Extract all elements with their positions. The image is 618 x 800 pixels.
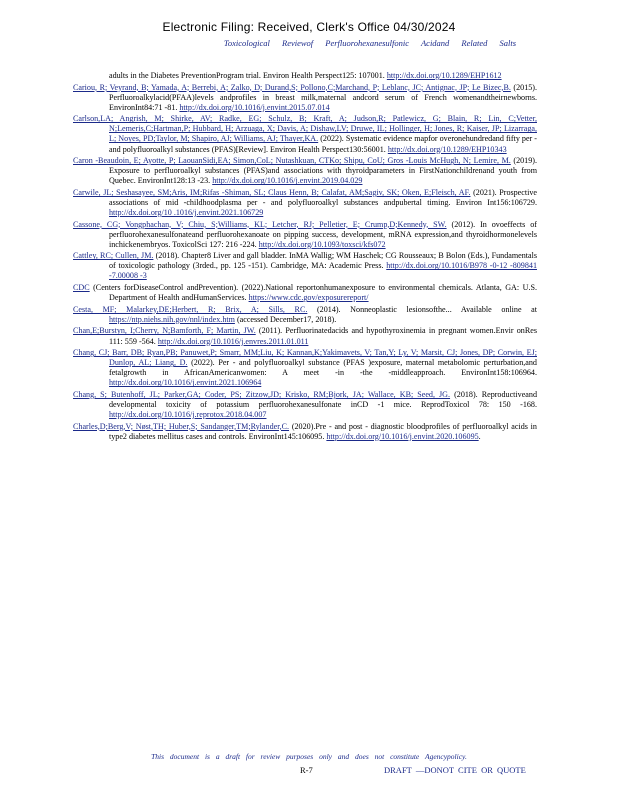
reference-entry: Cassone, CG; Vongphachan, V; Chiu, S;Williams, KL; Letcher, RJ; Pelletier, E; Crump,D;Kennedy, SW. (2012). In ovoeffects of perfluorohexanesulfonateand perfluorohexanoate on pipping success, development, mRNA expression,and thyroidhormonelevels inchickenembryos. ToxicolSci 127: 216 -224. http://dx.doi.org/10.1093/toxsci/kfs072 <box>73 219 537 249</box>
doi-link[interactable]: http://dx.doi.org/10.1016/j.reprotox.2018.04.007 <box>109 410 267 420</box>
doi-link[interactable]: http://dx.doi.org/10.1093/toxsci/kfs072 <box>258 239 386 249</box>
doi-link[interactable]: http://dx.doi.org/10.1289/EHP1612 <box>386 71 502 80</box>
reference-entry: Cariou, R; Veyrand, B; Yamada, A; Berrebi, A; Zalko, D; Durand,S; Pollono,C;Marchand, P; Leblanc, JC; Antignac, JP; Le Bizec,B. (2015). Perfluoroalkylacid(PFAA)levels andprofiles in breast milk,maternal andcord serum of French womenandtheirnewborns. EnvironInt84:71 -81. http://dx.doi.org/10.1016/j.envint.2015.07.014 <box>73 82 538 112</box>
doi-link[interactable]: http://dx.doi.org/10.1016/B978 -0-12 -809841 -7.00008 -3 <box>109 261 537 281</box>
doi-link[interactable]: https://www.cdc.gov/exposurereport/ <box>248 293 369 303</box>
reference-entry: Chan,E;Burstyn, I;Cherry, N;Bamforth, F; Martin, JW. (2011). Perfluorinatedacids and hypothyroxinemia in pregnant women.Envir onRes 111: 559 -564. http://dx.doi.org/10.1016/j.envres.2011.01.011 <box>73 326 537 346</box>
reference-entry: CDC (Centers forDiseaseControl andPrevention). (2022).National reportonhumanexposure to environmental chemicals. Atlanta, GA: U.S. Department of Health andHumanServices. https://www.cdc.gov/exposurereport/ <box>73 283 537 303</box>
reference-authors[interactable]: CDC <box>73 283 90 293</box>
reference-authors[interactable]: Cattley, RC; Cullen, JM. <box>73 251 154 261</box>
reference-authors[interactable]: Chang, CJ; Barr, DB; Ryan,PB; Panuwet,P; Smarr, MM;Liu, K; Kannan,K;Yakimavets, V; Tan,Y; Ly, V; Marsit, CJ; Jones, DP; Corwin, EJ; Dunlop, AL; Liang, D. <box>73 348 537 368</box>
reference-authors[interactable]: Cariou, R; Veyrand, B; Yamada, A; Berrebi, A; Zalko, D; Durand,S; Pollono,C;Marchand, P; Leblanc, JC; Antignac, JP; Le Bizec,B. <box>73 82 511 92</box>
reference-authors[interactable]: Cassone, CG; Vongphachan, V; Chiu, S;Williams, KL; Letcher, RJ; Pelletier, E; Crump,D;Kennedy, SW. <box>73 219 447 229</box>
reference-authors[interactable]: Charles,D;Berg,V; Nøst,TH; Huber,S; Sandanger,TM;Rylander,C. <box>73 421 290 431</box>
doi-link[interactable]: https://ntp.niehs.nih.gov/nnl/index.htm <box>109 314 235 324</box>
doi-link[interactable]: http://dx.doi.org/10.1016/j.envint.2020.106095 <box>326 431 479 441</box>
reference-authors[interactable]: Chan,E;Burstyn, I;Cherry, N;Bamforth, F; Martin, JW. <box>73 326 256 336</box>
running-head: Toxicological Reviewof Perfluorohexanesulfonic Acidand Related Salts <box>223 38 517 48</box>
doi-link[interactable]: http://dx.doi.org/10 .1016/j.envint.2021.106729 <box>109 207 264 217</box>
reference-entry: Cattley, RC; Cullen, JM. (2018). Chapter8 Liver and gall bladder. InMA Wallig; WM Haschek; CG Rousseaux; B Bolon (Eds.), Fundamentals of toxicologic pathology (3rded., pp. 125 -151). Cambridge, MA: Academic Press. http://dx.doi.org/10.1016/B978 -0-12 -809841 -7.00008 -3 <box>73 251 538 281</box>
page-number: R-7 <box>300 765 313 775</box>
reference-entry: Caron -Beaudoin, E; Ayotte, P; LaouanSidi,EA; Simon,CoL; Nutashkuan, CTKo; Shipu, CoU; Gros -Louis McHugh, N; Lemire, M. (2019). Exposure to perfluoroalkyl substances (PFAS)and associations with thyroidparameters in FirstNationchildrenand youth from Quebec. EnvironInt128:13 -23. http://dx.doi.org/10.1016/j.envint.2019.04.029 <box>73 156 537 186</box>
reference-authors[interactable]: Chang, S; Butenhoff, JL; Parker,GA; Coder, PS; Zitzow,JD; Krisko, RM;Bjork, JA; Wallace, KB; Seed, JG. <box>73 389 451 399</box>
reference-entry: Cesta, MF; Malarkey,DE;Herbert, R; Brix, A; Sills, RC. (2014). Nonneoplastic lesionsofthe... Available online at https://ntp.niehs.nih.gov/nnl/index.htm (accessed December17, 2018). <box>73 304 537 324</box>
draft-disclaimer: This document is a draft for review purposes only and does not constitute Agencypolicy. <box>151 752 467 761</box>
doi-link[interactable]: http://dx.doi.org/10.1016/j.envint.2019.04.029 <box>212 176 363 186</box>
reference-authors[interactable]: Caron -Beaudoin, E; Ayotte, P; LaouanSidi,EA; Simon,CoL; Nutashkuan, CTKo; Shipu, CoU; Gros -Louis McHugh, N; Lemire, M. <box>73 156 511 166</box>
reference-entry: Carwile, JL; Seshasayee, SM;Aris, IM;Rifas -Shiman, SL; Claus Henn, B; Calafat, AM;Sagiv, SK; Oken, E;Fleisch, AF. (2021). Prospective associations of mid -childhoodplasma per - and polyfluoroalkyl substances andpubertal timing. Environ Int156:106729. http://dx.doi.org/10 .1016/j.envint.2021.106729 <box>73 187 538 217</box>
doi-link[interactable]: http://dx.doi.org/10.1016/j.envint.2015.07.014 <box>179 102 330 112</box>
reference-entry: adults in the Diabetes PreventionProgram trial. Environ Health Perspect125: 107001. http://dx.doi.org/10.1289/EHP1612 <box>109 71 502 80</box>
reference-entry: Chang, CJ; Barr, DB; Ryan,PB; Panuwet,P; Smarr, MM;Liu, K; Kannan,K;Yakimavets, V; Tan,Y; Ly, V; Marsit, CJ; Jones, DP; Corwin, EJ; Dunlop, AL; Liang, D. (2022). Per - and polyfluoroalkyl substance (PFAS )exposure, maternal metabolomic perturbation,and fetalgrowth in AfricanAmericanwomen: A meet -in -the -middleapproach. EnvironInt158:106964. http://dx.doi.org/10.1016/j.envint.2021.106964 <box>73 348 537 388</box>
reference-list <box>73 71 537 443</box>
draft-notice: DRAFT —DONOT CITE OR QUOTE <box>384 765 526 775</box>
reference-entry: Chang, S; Butenhoff, JL; Parker,GA; Coder, PS; Zitzow,JD; Krisko, RM;Bjork, JA; Wallace, KB; Seed, JG. (2018). Reproductiveand developmental toxicity of potassium perfluorohexanesulfonate inCD -1 mice. ReprodToxicol 78: 150 -168. http://dx.doi.org/10.1016/j.reprotox.2018.04.007 <box>73 389 537 420</box>
reference-authors[interactable]: Carlson,LA; Angrish, M; Shirke, AV; Radke, EG; Schulz, B; Kraft, A; Judson,R; Patlewicz, G; Blain, R; Lin, C;Vetter, N;Lemeris,C;Hartman,P; Hubbard, H; Arzuaga, X; Davis, A; Dishaw,LV; Druwe, IL; Hollinger, H; Jones, R; Kaiser, JP; Lizarraga, L; Noyes, PD;Taylor, M; Shapiro, AJ; Williams, AJ; Thayer,KA. <box>73 114 537 144</box>
filing-stamp: Electronic Filing: Received, Clerk's Office 04/30/2024 <box>162 20 456 34</box>
doi-link[interactable]: http://dx.doi.org/10.1289/EHP10343 <box>387 144 507 154</box>
reference-authors[interactable]: Carwile, JL; Seshasayee, SM;Aris, IM;Rifas -Shiman, SL; Claus Henn, B; Calafat, AM;Sagiv, SK; Oken, E;Fleisch, AF. <box>73 187 471 197</box>
reference-authors[interactable]: Cesta, MF; Malarkey,DE;Herbert, R; Brix, A; Sills, RC. <box>73 304 308 314</box>
doi-link[interactable]: http://dx.doi.org/10.1016/j.envres.2011.01.011 <box>157 336 309 346</box>
doi-link[interactable]: http://dx.doi.org/10.1016/j.envint.2021.106964 <box>109 378 262 388</box>
reference-entry: Carlson,LA; Angrish, M; Shirke, AV; Radke, EG; Schulz, B; Kraft, A; Judson,R; Patlewicz, G; Blain, R; Lin, C;Vetter, N;Lemeris,C;Hartman,P; Hubbard, H; Arzuaga, X; Davis, A; Dishaw,LV; Druwe, IL; Hollinger, H; Jones, R; Kaiser, JP; Lizarraga, L; Noyes, PD;Taylor, M; Shapiro, AJ; Williams, AJ; Thayer,KA. (2022). Systematic evidence mapfor overonehundredand fifty per - and polyfluoroalkyl substances (PFAS)[Review]. Environ Health Perspect130:56001. http://dx.doi.org/10.1289/EHP10343 <box>73 114 537 154</box>
reference-entry: Charles,D;Berg,V; Nøst,TH; Huber,S; Sandanger,TM;Rylander,C. (2020).Pre - and post - diagnostic bloodprofiles of perfluoroalkyl acids in type2 diabetes mellitus cases and controls. EnvironInt145:106095. http://dx.doi.org/10.1016/j.envint.2020.106095. <box>73 421 537 441</box>
